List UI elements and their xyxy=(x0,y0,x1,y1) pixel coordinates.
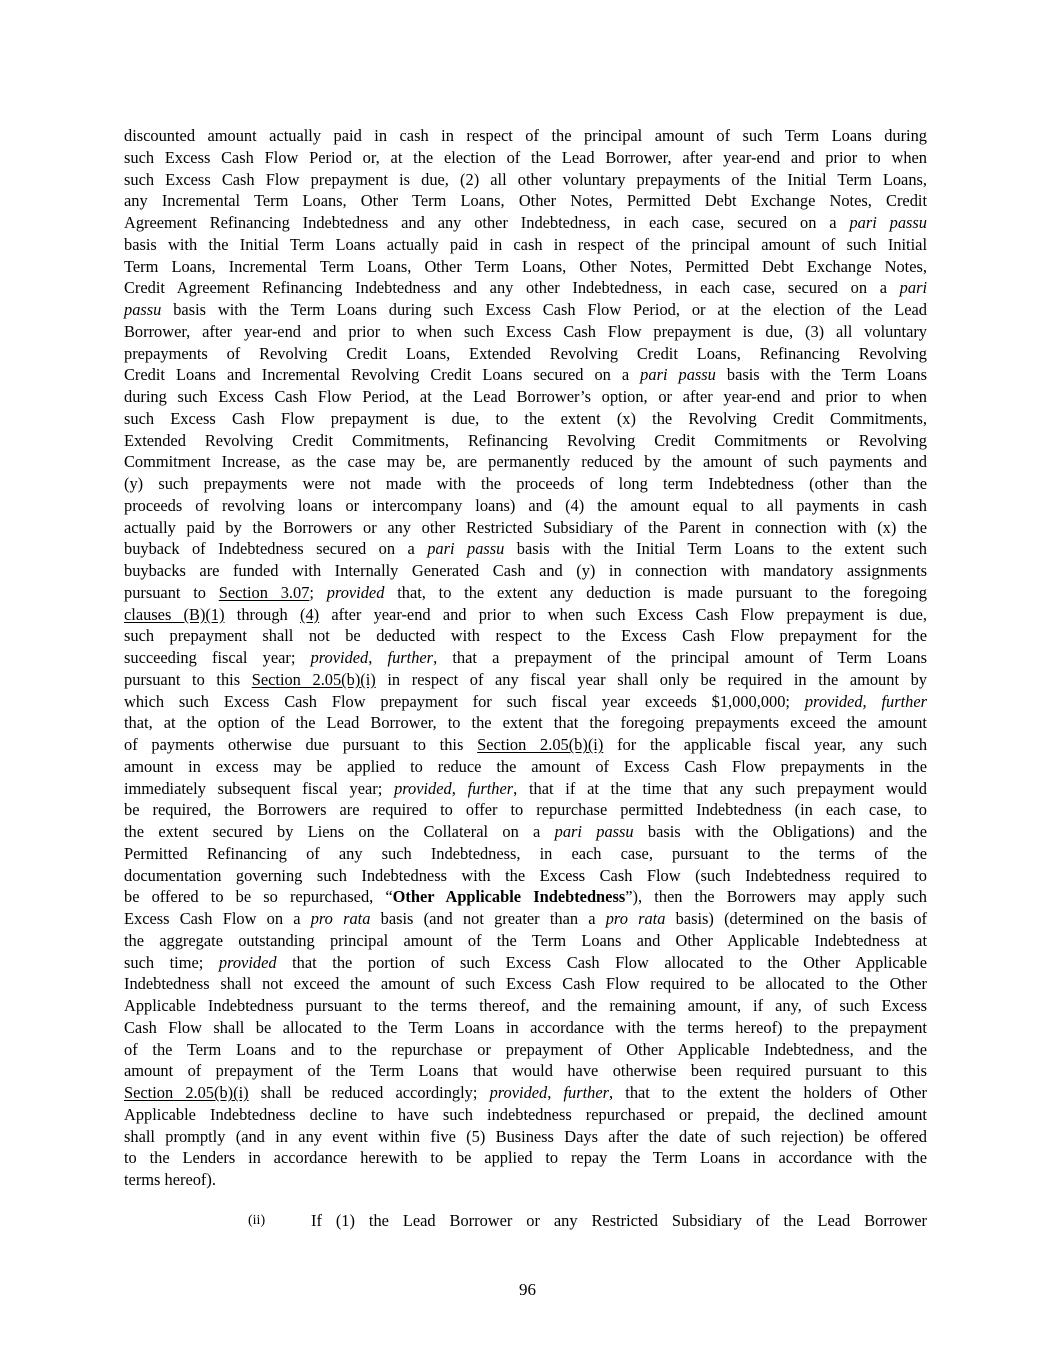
text-segment: further xyxy=(563,1083,610,1102)
text-line xyxy=(124,1147,927,1169)
text-segment: that, to the extent any deduction is made pursuant to the foregoing xyxy=(384,582,927,602)
text-segment: provided xyxy=(218,952,277,972)
text-segment: in respect of any fiscal year shall only be required in the amount by xyxy=(375,669,928,689)
text-line xyxy=(124,408,927,430)
text-line xyxy=(124,930,927,952)
text-segment: pari passu xyxy=(640,365,716,385)
text-line xyxy=(124,756,927,778)
text-segment: shall be reduced accordingly; xyxy=(248,1083,490,1102)
text-segment: prepayments of Revolving Credit Loans, Extended Revolving Credit Loans, Refinancing Revolving xyxy=(124,343,927,363)
text-line xyxy=(124,256,927,278)
text-segment: the extent secured by Liens on the Collateral on a xyxy=(124,822,555,841)
text-segment: immediately subsequent fiscal year; xyxy=(124,778,395,798)
text-line xyxy=(124,1017,927,1039)
text-segment: that the portion of such Excess Cash Flow allocated to the Other Applicable xyxy=(276,952,927,972)
text-segment: such prepayment shall not be deducted with respect to the Excess Cash Flow prepayment for the xyxy=(124,626,927,646)
text-line xyxy=(124,886,927,908)
text-segment: pro rata xyxy=(605,909,666,928)
defined-term: Other Applicable Indebtedness xyxy=(392,887,626,907)
text-line xyxy=(124,604,927,626)
text-line xyxy=(124,1060,927,1082)
text-segment: Cash Flow shall be allocated to the Term Loans in accordance with the terms hereof) to the prepayment xyxy=(124,1017,927,1037)
section-reference: Section 2.05(b)(i) xyxy=(124,1083,249,1102)
text-segment: terms hereof). xyxy=(124,1170,216,1189)
text-line xyxy=(124,669,927,691)
text-segment: provided xyxy=(394,778,452,798)
text-segment: ”), then the Borrowers may apply such xyxy=(625,887,927,907)
text-line xyxy=(124,1082,927,1104)
text-line xyxy=(124,234,927,256)
text-segment: Indebtedness shall not exceed the amount of such Excess Cash Flow required to be allocated to the Other xyxy=(124,974,927,994)
text-line xyxy=(124,778,927,800)
text-line xyxy=(124,125,927,147)
text-segment: , that to the extent the holders of Other xyxy=(609,1083,927,1102)
text-segment: succeeding fiscal year; xyxy=(124,648,311,667)
section-reference: clauses (B)(1) xyxy=(124,604,225,624)
sub-clause-number: (ii) xyxy=(248,1213,266,1228)
text-segment: the aggregate outstanding principal amount of the Term Loans and Other Applicable Indebtedness at xyxy=(124,930,927,950)
text-segment: Term Loans, Incremental Term Loans, Other Term Loans, Other Notes, Permitted Debt Exchange Notes, xyxy=(124,256,927,276)
text-line xyxy=(124,995,927,1017)
text-line xyxy=(124,212,927,234)
text-segment: through xyxy=(224,604,300,624)
text-line xyxy=(124,952,927,974)
section-reference: Section 2.05(b)(i) xyxy=(477,735,604,754)
text-segment: actually paid by the Borrowers or any other Restricted Subsidiary of the Parent in connection with (x) the xyxy=(124,517,927,537)
text-segment: pursuant to xyxy=(124,582,219,602)
text-segment: basis with the Term Loans xyxy=(715,365,928,385)
text-line xyxy=(124,821,927,843)
text-segment: shall promptly (and in any event within five (5) Business Days after the date of such rejection) be offered xyxy=(124,1126,927,1146)
text-segment: be offered to be so repurchased, “ xyxy=(124,887,393,907)
text-line xyxy=(124,908,927,930)
text-segment: that, at the option of the Lead Borrower, to the extent that the foregoing prepayments exceed the amount xyxy=(124,713,927,733)
text-segment: Credit Loans and Incremental Revolving Credit Loans secured on a xyxy=(124,365,641,385)
text-line xyxy=(124,1169,927,1191)
text-line xyxy=(124,364,927,386)
text-segment: Credit Agreement Refinancing Indebtedness and any other Indebtedness, in each case, secured on a xyxy=(124,278,900,298)
section-reference: (4) xyxy=(299,604,320,624)
text-segment: pari passu xyxy=(554,822,634,841)
text-segment: basis with the Term Loans during such Excess Cash Flow Period, or at the election of the Lead xyxy=(161,300,927,319)
text-segment: buybacks are funded with Internally Generated Cash and (y) in connection with mandatory assignments xyxy=(124,561,927,580)
text-line xyxy=(124,321,927,343)
text-segment: pursuant to this xyxy=(124,669,252,689)
text-segment: such Excess Cash Flow prepayment is due, (2) all other voluntary prepayments of the Initial Term Loans, xyxy=(124,169,927,189)
sub-clause-text: If (1) the Lead Borrower or any Restricted Subsidiary of the Lead Borrower xyxy=(311,1211,927,1230)
text-line xyxy=(124,560,927,582)
text-segment: such Excess Cash Flow prepayment is due, to the extent (x) the Revolving Credit Commitments, xyxy=(124,408,927,428)
text-segment: any Incremental Term Loans, Other Term Loans, Other Notes, Permitted Debt Exchange Notes, Credit xyxy=(124,191,927,211)
text-segment: buyback of Indebtedness secured on a xyxy=(124,539,428,559)
text-segment: which such Excess Cash Flow prepayment for such fiscal year exceeds $1,000,000; xyxy=(124,691,805,711)
text-segment: Extended Revolving Credit Commitments, Refinancing Revolving Credit Commitments or Revolving xyxy=(124,430,927,450)
text-line xyxy=(124,299,927,321)
text-line xyxy=(124,517,927,539)
text-segment: (y) such prepayments were not made with the proceeds of long term Indebtedness (other than the xyxy=(124,474,927,493)
text-segment: Borrower, after year-end and prior to when such Excess Cash Flow prepayment is due, (3) all voluntary xyxy=(124,321,927,341)
text-segment: Applicable Indebtedness decline to have such indebtedness repurchased or prepaid, the declined amount xyxy=(124,1104,927,1124)
text-segment: , xyxy=(451,778,468,798)
text-line xyxy=(124,277,927,299)
text-segment: passu xyxy=(124,300,162,319)
text-segment: further xyxy=(467,778,514,798)
text-segment: for the applicable fiscal year, any such xyxy=(603,735,928,754)
text-segment: provided xyxy=(310,648,369,667)
text-line xyxy=(124,799,927,821)
text-segment: provided xyxy=(326,582,385,602)
text-segment: basis with the Obligations) and the xyxy=(633,822,927,841)
text-line xyxy=(124,1126,927,1148)
text-line xyxy=(124,451,927,473)
text-line xyxy=(124,973,927,995)
text-segment: amount of prepayment of the Term Loans that would have otherwise been required pursuant to this xyxy=(124,1061,927,1081)
text-segment: to the Lenders in accordance herewith to be applied to repay the Term Loans in accordance with the xyxy=(124,1148,927,1168)
text-segment: Applicable Indebtedness pursuant to the terms thereof, and the remaining amount, if any, of such Excess xyxy=(124,996,927,1015)
text-segment: ; xyxy=(309,582,327,602)
body-paragraph xyxy=(124,125,927,1191)
text-line xyxy=(124,1039,927,1061)
text-line xyxy=(124,734,927,756)
text-segment: Agreement Refinancing Indebtedness and any other Indebtedness, in each case, secured on a xyxy=(124,213,850,232)
text-segment: be required, the Borrowers are required to offer to repurchase permitted Indebtedness (in each case, to xyxy=(124,800,927,820)
text-segment: Permitted Refinancing of any such Indebtedness, in each case, pursuant to the terms of the xyxy=(124,843,927,863)
section-reference: Section 2.05(b)(i) xyxy=(251,669,376,689)
text-segment: further xyxy=(387,648,434,667)
text-segment: provided xyxy=(489,1083,548,1102)
text-segment: proceeds of revolving loans or intercompany loans) and (4) the amount equal to all payments in cash xyxy=(124,495,927,515)
text-line xyxy=(124,582,927,604)
text-segment: such Excess Cash Flow Period or, at the election of the Lead Borrower, after year-end and prior to when xyxy=(124,147,927,167)
text-line xyxy=(124,169,927,191)
text-line xyxy=(124,473,927,495)
text-line xyxy=(124,495,927,517)
text-segment: pari xyxy=(899,278,927,298)
text-segment: after year-end and prior to when such Excess Cash Flow prepayment is due, xyxy=(319,604,928,624)
text-segment: , that a prepayment of the principal amount of Term Loans xyxy=(433,648,927,667)
text-segment: of payments otherwise due pursuant to this xyxy=(124,735,478,754)
text-line xyxy=(124,691,927,713)
text-segment: pari passu xyxy=(849,213,927,232)
text-segment: discounted amount actually paid in cash in respect of the principal amount of such Term Loans during xyxy=(124,126,927,145)
text-segment: , xyxy=(368,648,388,667)
text-segment: Commitment Increase, as the case may be, are permanently reduced by the amount of such payments and xyxy=(124,452,927,472)
text-segment: of the Term Loans and to the repurchase or prepayment of Other Applicable Indebtedness, and the xyxy=(124,1039,927,1059)
text-line xyxy=(124,430,927,452)
text-line xyxy=(124,843,927,865)
text-line xyxy=(124,343,927,365)
text-line xyxy=(124,647,927,669)
text-line xyxy=(124,1104,927,1126)
text-segment: , that if at the time that any such prepayment would xyxy=(513,778,927,798)
text-segment: provided, further xyxy=(804,691,928,711)
text-segment: pari passu xyxy=(427,539,505,559)
text-line xyxy=(124,625,927,647)
text-line xyxy=(124,190,927,212)
text-segment: basis) (determined on the basis of xyxy=(665,909,927,928)
text-segment: pro rata xyxy=(310,909,371,928)
text-line xyxy=(124,865,927,887)
text-segment: , xyxy=(547,1083,564,1102)
text-segment: Excess Cash Flow on a xyxy=(124,909,311,928)
text-segment: documentation governing such Indebtedness with the Excess Cash Flow (such Indebtedness required to xyxy=(124,865,927,885)
text-line xyxy=(124,147,927,169)
sub-clause-ii xyxy=(124,1210,927,1232)
text-segment: during such Excess Cash Flow Period, at the Lead Borrower’s option, or after year-end and prior to when xyxy=(124,387,927,406)
text-segment: amount in excess may be applied to reduce the amount of Excess Cash Flow prepayments in the xyxy=(124,756,927,776)
text-segment: basis with the Initial Term Loans actually paid in cash in respect of the principal amount of such Initial xyxy=(124,234,927,254)
text-line xyxy=(124,712,927,734)
text-segment: such time; xyxy=(124,952,219,972)
section-reference: Section 3.07 xyxy=(218,582,310,602)
text-segment: basis with the Initial Term Loans to the extent such xyxy=(504,539,927,559)
text-segment: basis (and not greater than a xyxy=(370,909,606,928)
text-line xyxy=(124,386,927,408)
page-number: 96 xyxy=(519,1280,536,1299)
text-line xyxy=(124,538,927,560)
